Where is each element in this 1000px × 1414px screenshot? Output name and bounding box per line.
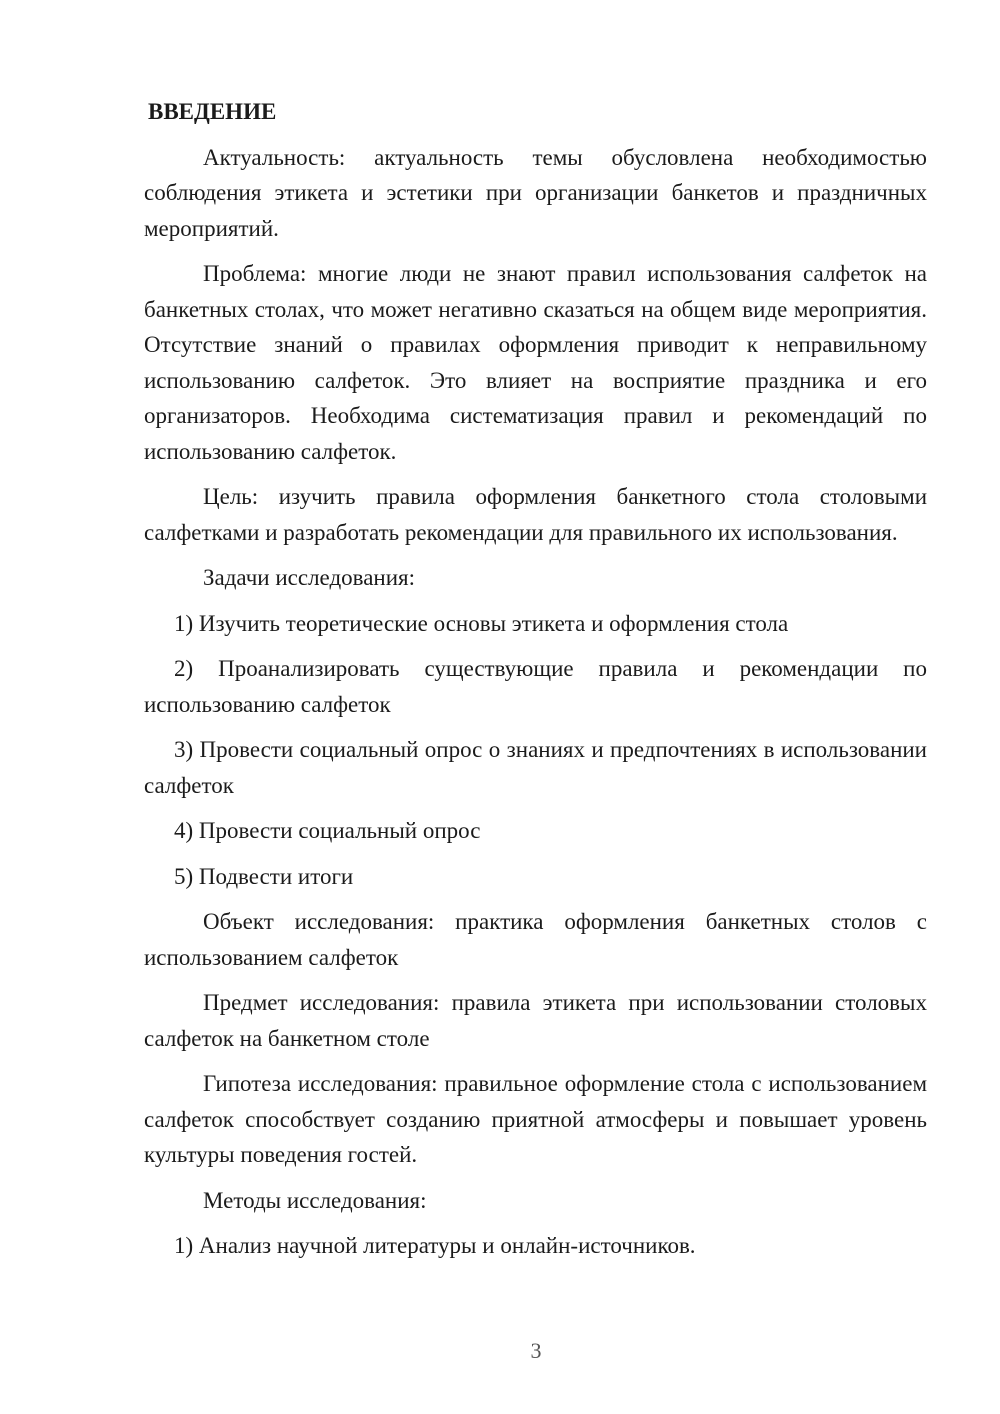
task-item-4: 4) Провести социальный опрос (174, 818, 481, 843)
paragraph-problem: Проблема: многие люди не знают правил использования салфеток на банкетных столах, что может негативно сказаться на общем виде мероприятия. Отсутствие знаний о правилах оформления приводит к неправильному использованию салфеток. Это влияет на восприятие праздника и его организаторов. Необходима систематизация правил и рекомендаций по использованию салфеток. (144, 261, 927, 464)
task-item-5: 5) Подвести итоги (174, 863, 354, 889)
paragraph-subject: Предмет исследования: правила этикета при использовании столовых салфеток на банкетном столе (144, 990, 927, 1051)
task-item-1: 1) Изучить теоретические основы этикета и оформления стола (174, 610, 789, 636)
paragraph-goal: Цель: изучить правила оформления банкетного стола столовыми салфетками и разработать рекомендации для правильного их использования. (144, 484, 927, 545)
page-number: 3 (530, 1338, 542, 1363)
paragraph-object: Объект исследования: практика оформления банкетных столов с использованием салфеток (144, 909, 927, 970)
page-content (144, 94, 927, 1274)
paragraph-hypothesis: Гипотеза исследования: правильное оформление стола с использованием салфеток способствует созданию приятной атмосферы и повышает уровень культуры поведения гостей. (144, 1071, 927, 1167)
paragraph-relevance: Актуальность: актуальность темы обусловлена необходимостью соблюдения этикета и эстетики при организации банкетов и праздничных мероприятий. (144, 144, 927, 241)
section-title: ВВЕДЕНИЕ (148, 99, 277, 124)
method-item-1: 1) Анализ научной литературы и онлайн-источников. (174, 1233, 696, 1258)
task-item-3: 3) Провести социальный опрос о знаниях и предпочтениях в использовании салфеток (144, 737, 927, 798)
paragraph-methods-heading: Методы исследования: (203, 1187, 427, 1213)
paragraph-tasks-heading: Задачи исследования: (203, 565, 416, 590)
task-item-2: 2) Проанализировать существующие правила и рекомендации по использованию салфеток (144, 656, 927, 717)
